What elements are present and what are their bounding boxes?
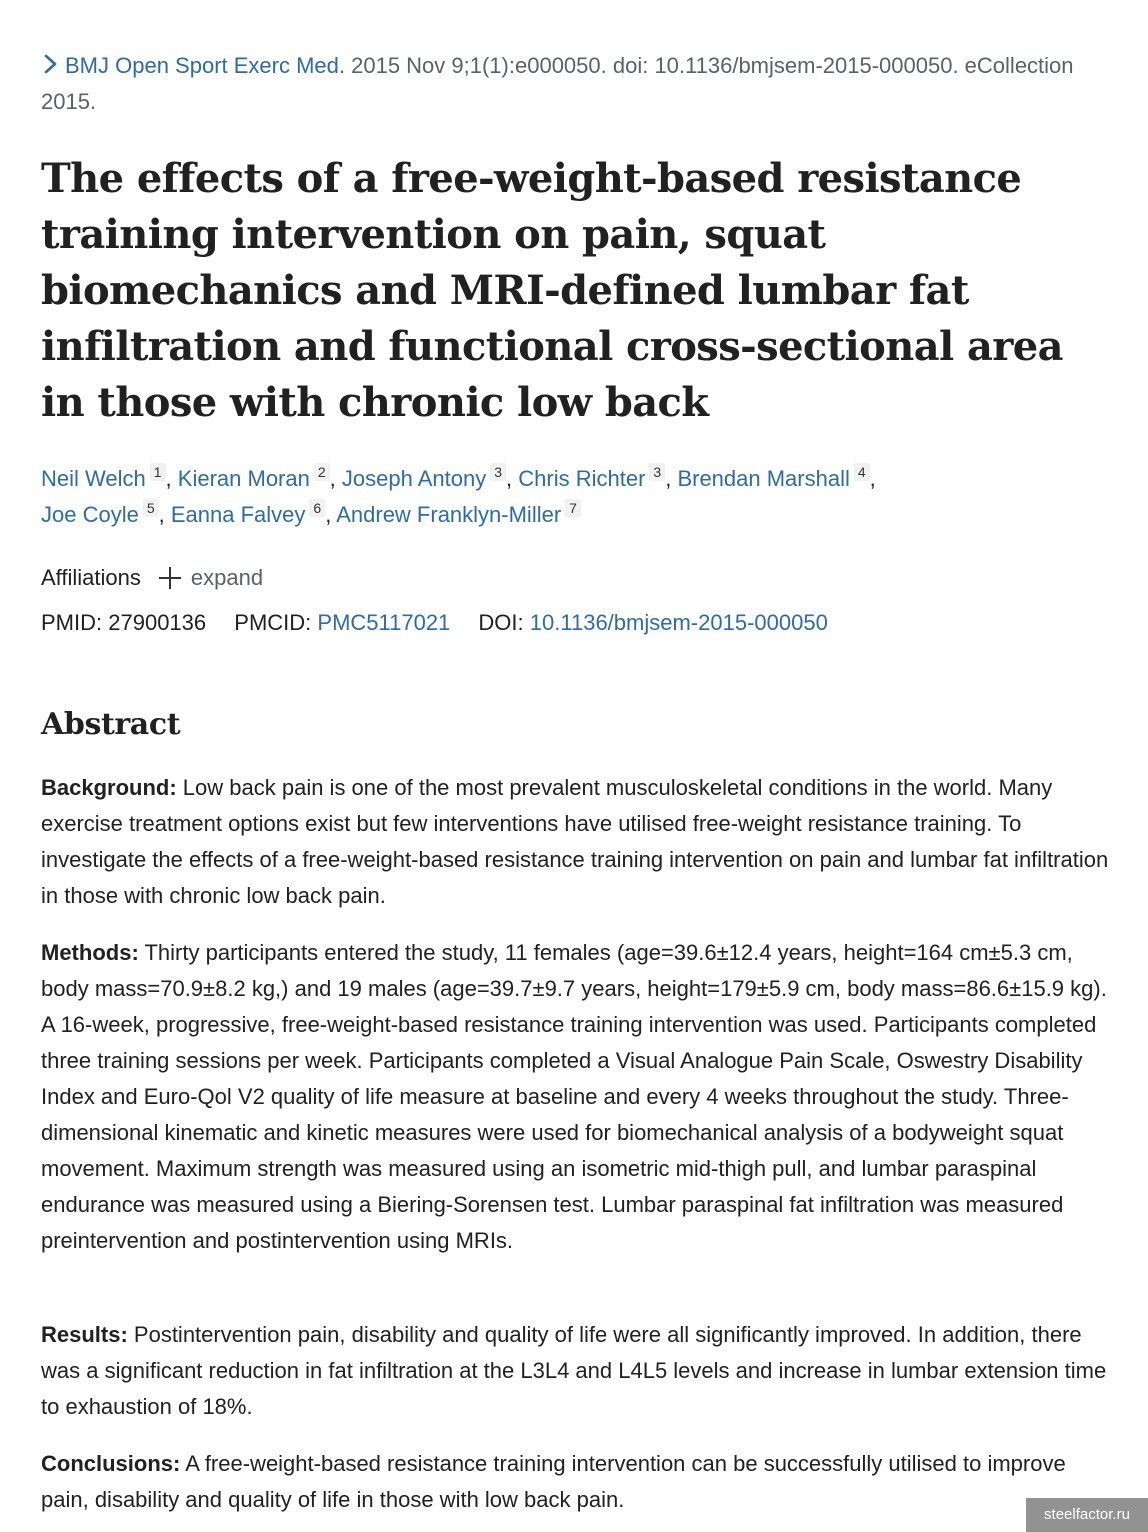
author-link[interactable]: Joe Coyle (41, 502, 139, 527)
identifiers-row (41, 605, 850, 641)
pmcid-label: PMCID: (234, 610, 312, 635)
author-separator: , (158, 502, 171, 527)
author-link[interactable]: Joseph Antony (341, 466, 487, 491)
author-list (41, 461, 1111, 533)
conclusions-label: Conclusions: (41, 1451, 181, 1476)
results-label: Results: (41, 1322, 128, 1347)
pmid-group (41, 610, 206, 635)
affiliation-ref[interactable]: 4 (854, 463, 870, 481)
results-text: Postintervention pain, disability and quality of life were all significantly improved. In addition, there was a significant reduction in fat infiltration at the L3L4 and L4L5 levels and increase in lumbar extension time to exhaustion of 18%. (41, 1322, 1107, 1419)
affiliation-ref[interactable]: 1 (150, 463, 166, 481)
expand-label: expand (190, 565, 264, 590)
affiliation-ref[interactable]: 7 (565, 499, 581, 517)
pmcid-group (234, 610, 450, 635)
affiliation-ref[interactable]: 3 (490, 463, 506, 481)
citation-details: 2015 Nov 9;1(1):e000050. doi: 10.1136/bmjsem-2015-000050. eCollection 2015. (41, 53, 1074, 114)
methods-label: Methods: (41, 940, 139, 965)
doi-link[interactable]: 10.1136/bmjsem-2015-000050 (529, 610, 828, 635)
abstract-methods (41, 935, 1111, 1259)
plus-icon (159, 567, 181, 589)
abstract-conclusions (41, 1446, 1111, 1518)
pmcid-link[interactable]: PMC5117021 (317, 610, 451, 635)
methods-text: Thirty participants entered the study, 11 females (age=39.6±12.4 years, height=164 cm±5.3 cm, body mass=70.9±8.2 kg,) and 19 males (age=39.7±9.7 years, height=179±5.9 cm, body mass=86.6±15.9 kg). A 16-week, progressive, free-weight-based resistance training intervention was used. Participants completed three training sessions per week. Participants completed a Visual Analogue Pain Scale, Oswestry Disability Index and Euro-Qol V2 quality of life measure at baseline and every 4 weeks throughout the study. Three-dimensional kinematic and kinetic measures were used for biomechanical analysis of a bodyweight squat movement. Maximum strength was measured using an isometric mid-thigh pull, and lumbar paraspinal endurance was measured using a Biering-Sorensen test. Lumbar paraspinal fat infiltration was measured preintervention and postintervention using MRIs. (41, 940, 1107, 1253)
author-link[interactable]: Andrew Franklyn-Miller (336, 502, 562, 527)
affiliations-row (41, 561, 263, 595)
doi-group (478, 610, 827, 635)
author-link[interactable]: Brendan Marshall (677, 466, 850, 491)
affiliations-label: Affiliations (41, 565, 141, 590)
author-link[interactable]: Chris Richter (518, 466, 646, 491)
abstract-results (41, 1317, 1111, 1425)
pmid-value: 27900136 (108, 610, 207, 635)
article-title: The effects of a free-weight-based resistance training intervention on pain, squat biomechanics and MRI-defined lumbar fat infiltration and functional cross-sectional area in those with chronic low back (41, 155, 1063, 426)
affiliations-expand-button[interactable] (159, 561, 263, 595)
journal-link[interactable]: BMJ Open Sport Exerc Med. (65, 53, 345, 78)
affiliation-ref[interactable]: 6 (309, 499, 325, 517)
citation-line (41, 48, 1116, 120)
conclusions-text: A free-weight-based resistance training intervention can be successfully utilised to improve pain, disability and quality of life in those with low back pain. (41, 1451, 1066, 1512)
background-text: Low back pain is one of the most prevalent musculoskeletal conditions in the world. Many exercise treatment options exist but few interventions have utilised free-weight resistance training. To investigate the effects of a free-weight-based resistance training intervention on pain and lumbar fat infiltration in those with chronic low back pain. (41, 775, 1109, 908)
author-separator: , (325, 502, 337, 527)
watermark: steelfactor.ru (1026, 1498, 1148, 1532)
author-separator: , (869, 466, 876, 491)
author-separator: , (506, 466, 519, 491)
affiliation-ref[interactable]: 3 (649, 463, 665, 481)
pmid-label: PMID: (41, 610, 103, 635)
chevron-right-icon[interactable] (41, 53, 65, 75)
author-link[interactable]: Kieran Moran (177, 466, 310, 491)
affiliation-ref[interactable]: 5 (143, 499, 159, 517)
author-separator: , (165, 466, 178, 491)
author-link[interactable]: Neil Welch (41, 466, 146, 491)
author-separator: , (329, 466, 342, 491)
background-label: Background: (41, 775, 177, 800)
abstract-heading: Abstract (41, 707, 181, 742)
author-separator: , (665, 466, 678, 491)
abstract-background (41, 770, 1111, 914)
affiliation-ref[interactable]: 2 (314, 463, 330, 481)
doi-label: DOI: (478, 610, 524, 635)
author-link[interactable]: Eanna Falvey (170, 502, 306, 527)
